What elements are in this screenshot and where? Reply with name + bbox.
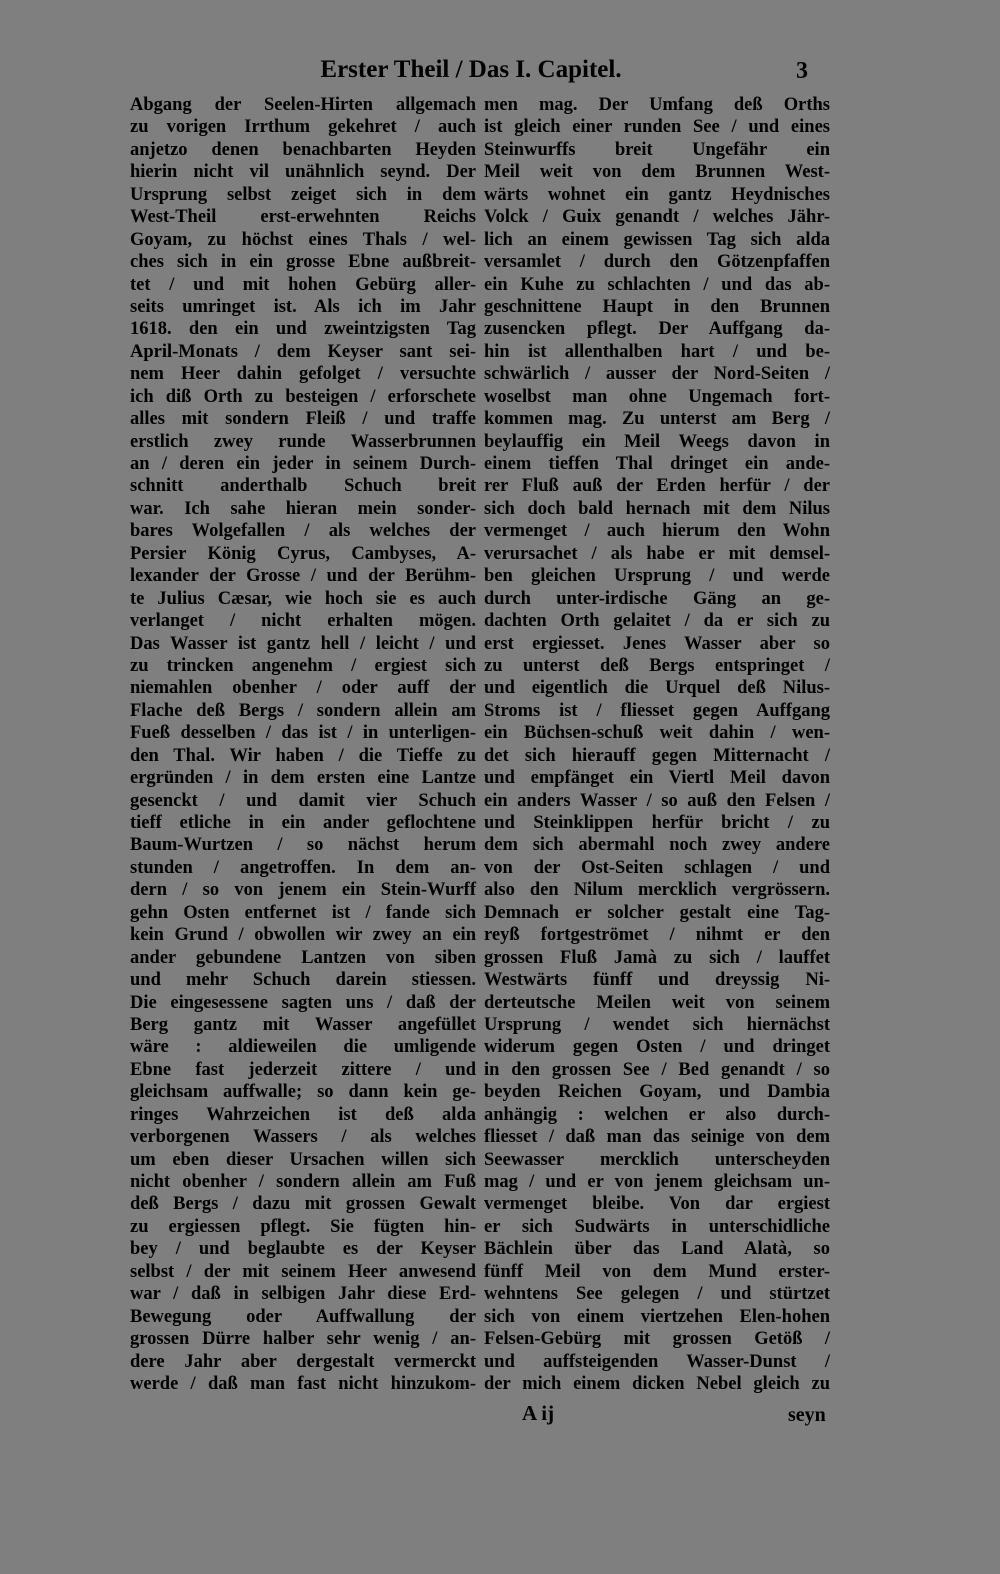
text-line: werde / daß man fast nicht hinzukom- [130, 1373, 476, 1394]
text-line: von der Ost-Seiten schlagen / und [484, 857, 830, 878]
text-line: dere Jahr aber dergestalt vermerckt [130, 1351, 476, 1372]
text-line: verlanget / nicht erhalten mögen. [130, 611, 476, 632]
text-line: sich doch bald hernach mit dem Nilus [484, 498, 830, 519]
text-line: Bewegung oder Auffwallung der [130, 1306, 476, 1327]
text-line: Ebne fast jederzeit zittere / und [130, 1059, 476, 1080]
text-line: Abgang der Seelen-Hirten allgemach [130, 95, 476, 115]
text-line: an / deren ein jeder in seinem Durch- [130, 454, 476, 474]
text-line: ander gebundene Lantzen von siben [130, 947, 476, 968]
text-line: tet / und mit hohen Gebürg aller- [130, 274, 476, 295]
text-line: Demnach er solcher gestalt eine Tag- [484, 902, 830, 923]
text-line: ein Kuhe zu schlachten / und das ab- [484, 274, 830, 295]
text-line: Stroms ist / fliesset gegen Auffgang [484, 700, 830, 721]
text-line: um eben dieser Ursachen willen sich [130, 1149, 476, 1170]
text-line: zu vorigen Irrthum gekehret / auch [130, 117, 476, 138]
text-line: Felsen-Gebürg mit grossen Getöß / [484, 1329, 830, 1350]
text-line: einem tieffen Thal dringet ein ande- [484, 454, 830, 474]
text-line: zu unterst deß Bergs entspringet / [484, 655, 830, 676]
text-line: Westwärts fünff und dreyssig Ni- [484, 970, 830, 991]
text-line: versamlet / durch den Götzenpfaffen [484, 252, 830, 273]
text-line: den Thal. Wir haben / die Tieffe zu [130, 745, 476, 766]
text-line: ben gleichen Ursprung / und werde [484, 566, 830, 587]
text-line: der mich einem dicken Nebel gleich zu [484, 1373, 830, 1394]
text-line: erst ergiesset. Jenes Wasser aber so [484, 633, 830, 654]
text-line: schwärlich / ausser der Nord-Seiten / [484, 364, 830, 385]
text-line: te Julius Cæsar, wie hoch sie es auch [130, 588, 476, 609]
text-line: gehn Osten entfernet ist / fande sich [130, 902, 476, 923]
text-line: ches sich in ein grosse Ebne außbreit- [130, 252, 476, 273]
text-line: wehntens See gelegen / und stürtzet [484, 1284, 830, 1305]
text-line: kommen mag. Zu unterst am Berg / [484, 409, 830, 430]
text-line: Baum-Wurtzen / so nächst herum [130, 835, 476, 856]
text-line: hierin nicht vil unähnlich seynd. Der [130, 162, 476, 183]
text-line: Bächlein über das Land Alatà, so [484, 1239, 830, 1260]
text-line: durch unter-irdische Gäng an ge- [484, 588, 830, 609]
text-line: dachten Orth gelaitet / da er sich zu [484, 611, 830, 632]
text-line: kein Grund / obwollen wir zwey an ein [130, 925, 476, 946]
text-line: woselbst man ohne Ungemach fort- [484, 386, 830, 407]
text-line: wäre : aldieweilen die umligende [130, 1037, 476, 1058]
text-line: lich an einem gewissen Tag sich alda [484, 229, 830, 250]
text-line: Goyam, zu höchst eines Thals / wel- [130, 229, 476, 250]
text-line: reyß fortgeströmet / nihmt er den [484, 925, 830, 946]
text-line: beylauffig ein Meil Weegs davon in [484, 431, 830, 452]
text-line: ringes Wahrzeichen ist deß alda [130, 1104, 476, 1125]
text-line: Die eingesessene sagten uns / daß der [130, 992, 476, 1013]
text-line: Flache deß Bergs / sondern allein am [130, 700, 476, 721]
text-line: alles mit sondern Fleiß / und traffe [130, 409, 476, 430]
text-line: tieff etliche in ein ander geflochtene [130, 813, 476, 833]
text-line: und mehr Schuch darein stiessen. [130, 970, 476, 991]
text-line: verursachet / als habe er mit demsel- [484, 543, 830, 564]
text-line: und empfänget ein Viertl Meil davon [484, 768, 830, 789]
left-column [130, 94, 476, 1395]
text-line: West-Theil erst-erwehnten Reichs [130, 207, 476, 228]
text-line: sich von einem viertzehen Elen-hohen [484, 1306, 830, 1327]
text-line: Volck / Guix genandt / welches Jähr- [484, 207, 830, 228]
text-line: geschnittene Haupt in den Brunnen [484, 296, 830, 317]
text-line: war / daß in selbigen Jahr diese Erd- [130, 1284, 476, 1305]
text-line: Persier König Cyrus, Cambyses, A- [130, 543, 476, 564]
text-line: also den Nilum mercklich vergrössern. [484, 880, 830, 901]
text-line: deß Bergs / dazu mit grossen Gewalt [130, 1194, 476, 1215]
text-line: ein Büchsen-schuß weit dahin / wen- [484, 723, 830, 744]
text-line: gleichsam auffwalle; so dann kein ge- [130, 1082, 476, 1103]
text-line: verborgenen Wassers / als welches [130, 1127, 476, 1148]
text-line: dem sich abermahl noch zwey andere [484, 835, 830, 856]
text-line: lexander der Grosse / und der Berühm- [130, 566, 476, 587]
text-line: ist gleich einer runden See / und eines [484, 117, 830, 138]
text-line: er sich Sudwärts in unterschidliche [484, 1216, 830, 1237]
page-number: 3 [796, 58, 808, 84]
text-line: rer Fluß auß der Erden herfür / der [484, 476, 830, 497]
text-line: erstlich zwey runde Wasserbrunnen [130, 431, 476, 452]
text-line: zusencken pflegt. Der Auffgang da- [484, 319, 830, 340]
text-line: vermenget bleibe. Von dar ergiest [484, 1194, 830, 1215]
text-line: bares Wolgefallen / als welches der [130, 521, 476, 542]
text-line: bey / und beglaubte es der Keyser [130, 1239, 476, 1260]
right-column [484, 94, 830, 1395]
text-line: stunden / angetroffen. In dem an- [130, 857, 476, 878]
text-line: gesenckt / und damit vier Schuch [130, 790, 476, 811]
text-line: grossen Dürre halber sehr wenig / an- [130, 1329, 476, 1350]
text-line: und Steinklippen herfür bricht / zu [484, 813, 830, 833]
text-line: und eigentlich die Urquel deß Nilus- [484, 678, 830, 699]
text-line: hin ist allenthalben hart / und be- [484, 341, 830, 362]
text-line: Meil weit von dem Brunnen West- [484, 162, 830, 183]
text-line: nicht obenher / sondern allein am Fuß [130, 1172, 476, 1192]
text-line: Fueß desselben / das ist / in unterligen- [130, 723, 476, 744]
text-line: grossen Fluß Jamà zu sich / lauffet [484, 947, 830, 968]
text-line: 1618. den ein und zweintzigsten Tag [130, 319, 476, 340]
text-line: selbst / der mit seinem Heer anwesend [130, 1261, 476, 1282]
signature-mark: A ij [522, 1401, 555, 1425]
text-line: beyden Reichen Goyam, und Dambia [484, 1082, 830, 1103]
text-line: Ursprung / wendet sich hiernächst [484, 1014, 830, 1035]
text-line: Seewasser mercklich unterscheyden [484, 1149, 830, 1170]
text-line: zu ergiessen pflegt. Sie fügten hin- [130, 1216, 476, 1237]
text-line: fünff Meil von dem Mund erster- [484, 1261, 830, 1282]
text-line: dern / so von jenem ein Stein-Wurff [130, 880, 476, 901]
text-line: seits umringet ist. Als ich im Jahr [130, 296, 476, 317]
text-line: schnitt anderthalb Schuch breit [130, 476, 476, 497]
text-line: mag / und er von jenem gleichsam un- [484, 1172, 830, 1192]
text-line: anhängig : welchen er also durch- [484, 1104, 830, 1125]
text-line: widerum gegen Osten / und dringet [484, 1037, 830, 1058]
text-line: ergründen / in dem ersten eine Lantze [130, 768, 476, 789]
text-line: und auffsteigenden Wasser-Dunst / [484, 1351, 830, 1372]
text-line: anjetzo denen benachbarten Heyden [130, 139, 476, 160]
text-line: Steinwurffs breit Ungefähr ein [484, 139, 830, 160]
text-line: zu trincken angenehm / ergiest sich [130, 655, 476, 676]
text-line: Berg gantz mit Wasser angefüllet [130, 1014, 476, 1035]
running-title: Erster Theil / Das I. Capitel. [320, 56, 622, 83]
text-line: derteutsche Meilen weit von seinem [484, 992, 830, 1013]
text-line: April-Monats / dem Keyser sant sei- [130, 341, 476, 362]
text-line: ein anders Wasser / so auß den Felsen / [484, 790, 830, 811]
text-line: men mag. Der Umfang deß Orths [484, 95, 830, 115]
text-line: war. Ich sahe hieran mein sonder- [130, 498, 476, 519]
text-line: Ursprung selbst zeiget sich in dem [130, 184, 476, 205]
text-line: niemahlen obenher / oder auff der [130, 678, 476, 699]
text-line: Das Wasser ist gantz hell / leicht / und [130, 633, 476, 654]
text-line: ich diß Orth zu besteigen / erforschete [130, 386, 476, 407]
text-line: vermenget / auch hierum den Wohn [484, 521, 830, 542]
text-line: nem Heer dahin gefolget / versuchte [130, 364, 476, 385]
catchword: seyn [788, 1404, 826, 1426]
text-line: fliesset / daß man das seinige von dem [484, 1127, 830, 1148]
text-line: det sich hierauff gegen Mitternacht / [484, 745, 830, 766]
text-line: in den grossen See / Bed genandt / so [484, 1059, 830, 1080]
text-line: wärts wohnet ein gantz Heydnisches [484, 184, 830, 205]
